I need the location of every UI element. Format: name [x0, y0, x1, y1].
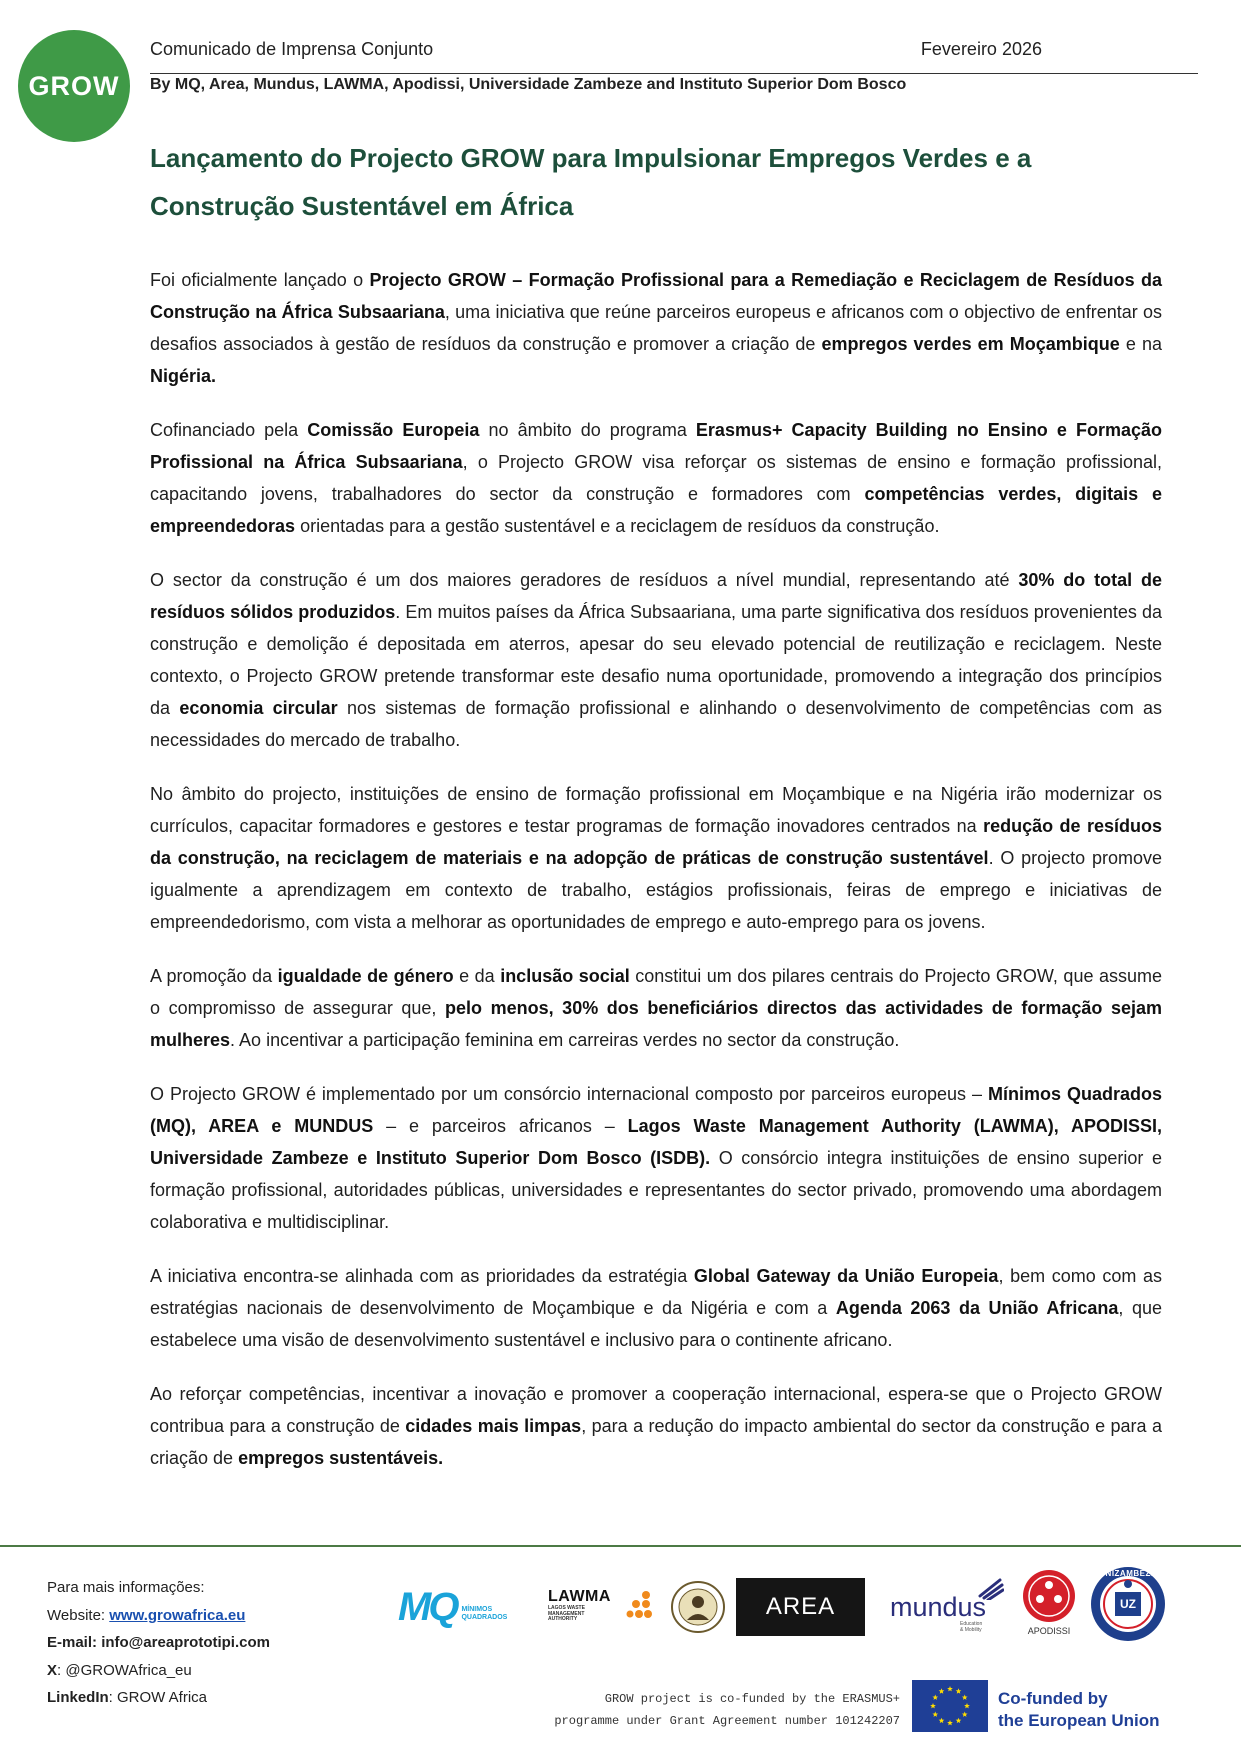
- mq-sub-2: QUADRADOS: [461, 1614, 508, 1621]
- lawma-sub-1: LAGOS WASTE: [548, 1605, 585, 1611]
- eu-star: [964, 1703, 970, 1708]
- contact-x: [47, 1657, 270, 1685]
- paragraph-text: Cofinanciado pela: [150, 420, 308, 440]
- unizambeze-logo: [1090, 1566, 1166, 1642]
- contact-intro: Para mais informações:: [47, 1579, 205, 1596]
- eu-label-line-2: the European Union: [998, 1711, 1160, 1730]
- body-paragraph: [150, 960, 1162, 1056]
- contact-website: [47, 1602, 270, 1630]
- title-line-1: Lançamento do Projecto GROW para Impulsionar Empregos Verdes e a: [150, 143, 1032, 173]
- mundus-logo-mark: mundus: [890, 1592, 987, 1622]
- emphasis-text: pelo menos, 30% dos beneficiários directos das actividades de formação sejam mulheres: [150, 998, 1163, 1050]
- paragraph-text: . Em muitos países da África Subsaariana, uma parte significativa dos resíduos provenientes da construção e demolição é depositada em aterros, apesar do seu elevado potencial de reutilização e reciclagem. Neste contexto, o Projecto GROW pretende transformar este desafio numa oportunidade, promovendo a integração dos princípios da: [150, 602, 1162, 718]
- paragraph-text: , para a redução do impacto ambiental do sector da construção e para a criação de: [150, 1416, 1162, 1468]
- eu-star: [962, 1695, 968, 1700]
- paragraph-text: , o Projecto GROW visa reforçar os sistemas de ensino e formação profissional, capacitando jovens, trabalhadores do sector da construção e formadores com: [150, 452, 1162, 504]
- emphasis-text: empregos verdes em Moçambique: [821, 334, 1120, 354]
- lawma-sub-3: AUTHORITY: [548, 1616, 578, 1622]
- byline: By MQ, Area, Mundus, LAWMA, Apodissi, Universidade Zambeze and Instituto Superior Dom Bosco: [150, 76, 907, 93]
- paragraph-text: no âmbito do programa: [479, 420, 696, 440]
- eu-star: [939, 1688, 945, 1693]
- paragraph-text: . Ao incentivar a participação feminina em carreiras verdes no sector da construção.: [230, 1030, 900, 1050]
- contact-linkedin: [47, 1684, 270, 1712]
- mq-logo-subtext: [461, 1606, 507, 1622]
- document-date: Fevereiro 2026: [920, 39, 1042, 59]
- paragraph-text: A promoção da: [150, 966, 278, 986]
- linkedin-value[interactable]: : GROW Africa: [108, 1689, 208, 1706]
- body-paragraph: [150, 1078, 1162, 1238]
- paragraph-text: A iniciativa encontra-se alinhada com as prioridades da estratégia: [150, 1266, 694, 1286]
- paragraph-text: O sector da construção é um dos maiores geradores de resíduos a nível mundial, representando até: [150, 570, 1019, 590]
- paragraph-text: nos sistemas de formação profissional e alinhando o desenvolvimento de competências com as necessidades do mercado de trabalho.: [150, 698, 1162, 750]
- eu-star: [930, 1703, 936, 1708]
- mundus-logo-subtext: [960, 1622, 982, 1633]
- emphasis-text: Projecto GROW – Formação Profissional para a Remediação e Reciclagem de Resíduos da Construção na África Subsaariana: [150, 270, 1162, 322]
- area-logo: [736, 1578, 865, 1636]
- funding-note: [496, 1688, 900, 1732]
- emphasis-text: competências verdes, digitais e empreendedoras: [150, 484, 1162, 536]
- mq-sub-1: MÍNIMOS: [461, 1606, 493, 1613]
- mq-logo: [398, 1584, 533, 1630]
- paragraph-text: , bem como com as estratégias nacionais de desenvolvimento de Moçambique e da Nigéria e com a: [150, 1266, 1162, 1318]
- unizambeze-logo-mark: UNIZAMBEZE: [1099, 1569, 1157, 1578]
- emphasis-text: Mínimos Quadrados (MQ), AREA e MUNDUS: [150, 1084, 1162, 1136]
- emphasis-text: Global Gateway da União Europeia: [693, 1266, 999, 1286]
- contact-block: [47, 1574, 270, 1712]
- eu-star: [956, 1718, 962, 1723]
- x-label: X: [47, 1661, 58, 1679]
- emphasis-text: inclusão social: [500, 966, 630, 986]
- apodissi-emblem-icon: [1022, 1569, 1076, 1623]
- area-logo-mark: AREA: [765, 1593, 836, 1620]
- lawma-dots-icon: [626, 1590, 654, 1626]
- eu-star: [947, 1686, 953, 1691]
- isdb-crest-icon: [670, 1580, 726, 1634]
- header-divider: [150, 73, 1198, 74]
- paragraph-text: Foi oficialmente lançado o: [150, 270, 370, 290]
- body-paragraph: [150, 414, 1162, 542]
- emphasis-text: 30% do total de resíduos sólidos produzidos: [150, 570, 1162, 622]
- mundus-sub-1: Education: [960, 1621, 983, 1627]
- body-paragraph: [150, 264, 1162, 392]
- apodissi-logo: [1018, 1569, 1080, 1635]
- emphasis-text: Erasmus+ Capacity Building no Ensino e Formação Profissional na África Subsaariana: [150, 420, 1163, 472]
- emphasis-text: Nigéria.: [150, 366, 217, 386]
- paragraph-text: orientadas para a gestão sustentável e a reciclagem de resíduos da construção.: [295, 516, 940, 536]
- apodissi-logo-label: APODISSI: [1027, 1626, 1071, 1636]
- grow-logo: [18, 30, 130, 142]
- contact-email: [47, 1629, 270, 1657]
- emphasis-text: igualdade de género: [277, 966, 454, 986]
- lawma-logo-mark: LAWMA: [548, 1588, 611, 1605]
- eu-label-line-1: Co-funded by: [998, 1689, 1108, 1708]
- eu-star: [939, 1718, 945, 1723]
- eu-star: [962, 1712, 968, 1717]
- eu-flag-icon: [912, 1680, 988, 1732]
- eu-cofunded-label: [998, 1688, 1160, 1732]
- emphasis-text: Agenda 2063 da União Africana: [835, 1298, 1119, 1318]
- mq-logo-mark: MQ: [398, 1584, 457, 1629]
- paragraph-text: constitui um dos pilares centrais do Projecto GROW, que assume o compromisso de assegurar que,: [150, 966, 1162, 1018]
- mundus-sub-2: & Mobility: [960, 1626, 982, 1633]
- unizambeze-logo-inner: UZ: [1120, 1597, 1136, 1611]
- funding-note-line-2: programme under Grant Agreement number 101242207: [554, 1714, 900, 1728]
- title-line-2: Construção Sustentável em África: [150, 191, 574, 221]
- emphasis-text: economia circular: [179, 698, 338, 718]
- paragraph-text: O consórcio integra instituições de ensino superior e formação profissional, autoridades públicas, universidades e representantes do sector privado, promovendo uma abordagem colaborativa e multidisciplinar.: [150, 1148, 1162, 1232]
- eu-star: [947, 1720, 953, 1725]
- eu-star: [956, 1688, 962, 1693]
- emphasis-text: redução de resíduos da construção, na reciclagem de materiais e na adopção de práticas de construção sustentável: [150, 816, 1163, 868]
- body-paragraph: [150, 1260, 1162, 1356]
- paragraph-text: Ao reforçar competências, incentivar a inovação e promover a cooperação internacional, espera-se que o Projecto GROW contribua para a construção de: [150, 1384, 1162, 1436]
- document-type: Comunicado de Imprensa Conjunto: [150, 39, 434, 59]
- grow-logo-text: GROW: [28, 70, 120, 101]
- press-release-body: [150, 264, 1162, 1496]
- eu-star: [932, 1712, 938, 1717]
- body-paragraph: [150, 1378, 1162, 1474]
- paragraph-text: , que estabelece uma visão de desenvolvimento sustentável e inclusivo para o continente africano.: [150, 1298, 1162, 1350]
- eu-star: [932, 1695, 938, 1700]
- emphasis-text: Comissão Europeia: [307, 420, 480, 440]
- email-label: E-mail:: [47, 1634, 102, 1651]
- mundus-logo: [890, 1576, 1010, 1632]
- paragraph-text: e na: [1119, 334, 1162, 354]
- website-link[interactable]: www.growafrica.eu: [109, 1606, 246, 1624]
- body-paragraph: [150, 778, 1162, 938]
- lawma-logo: [548, 1588, 654, 1628]
- emphasis-text: cidades mais limpas: [405, 1416, 582, 1436]
- email-value[interactable]: info@areaprototipi.com: [101, 1634, 270, 1651]
- paragraph-text: , uma iniciativa que reúne parceiros europeus e africanos com o objectivo de enfrentar os desafios associados à gestão de resíduos da construção e promover a criação de: [150, 302, 1162, 354]
- footer-divider: [0, 1545, 1241, 1547]
- paragraph-text: e da: [453, 966, 501, 986]
- paragraph-text: . O projecto promove igualmente a aprendizagem em contexto de trabalho, estágios profissionais, feiras de emprego e iniciativas de empreendedorismo, com vista a melhorar as oportunidades de emprego e auto-emprego para os jovens.: [150, 848, 1162, 932]
- lawma-sub-2: MANAGEMENT: [548, 1610, 585, 1617]
- emphasis-text: Lagos Waste Management Authority (LAWMA), APODISSI, Universidade Zambeze e Instituto Superior Dom Bosco (ISDB).: [150, 1116, 1163, 1168]
- emphasis-text: empregos sustentáveis.: [238, 1448, 444, 1468]
- paragraph-text: – e parceiros africanos –: [373, 1116, 628, 1136]
- paragraph-text: O Projecto GROW é implementado por um consórcio internacional composto por parceiros europeus –: [150, 1084, 988, 1104]
- website-label: Website:: [47, 1606, 110, 1624]
- funding-note-line-1: GROW project is co-funded by the ERASMUS+: [604, 1692, 900, 1706]
- body-paragraph: [150, 564, 1162, 756]
- press-release-title: [150, 134, 1150, 230]
- linkedin-label: LinkedIn: [47, 1689, 109, 1706]
- x-handle[interactable]: : @GROWAfrica_eu: [57, 1661, 192, 1679]
- paragraph-text: No âmbito do projecto, instituições de ensino de formação profissional em Moçambique e na Nigéria irão modernizar os currículos, capacitar formadores e gestores e testar programas de formação inovadores centrados na: [150, 784, 1162, 836]
